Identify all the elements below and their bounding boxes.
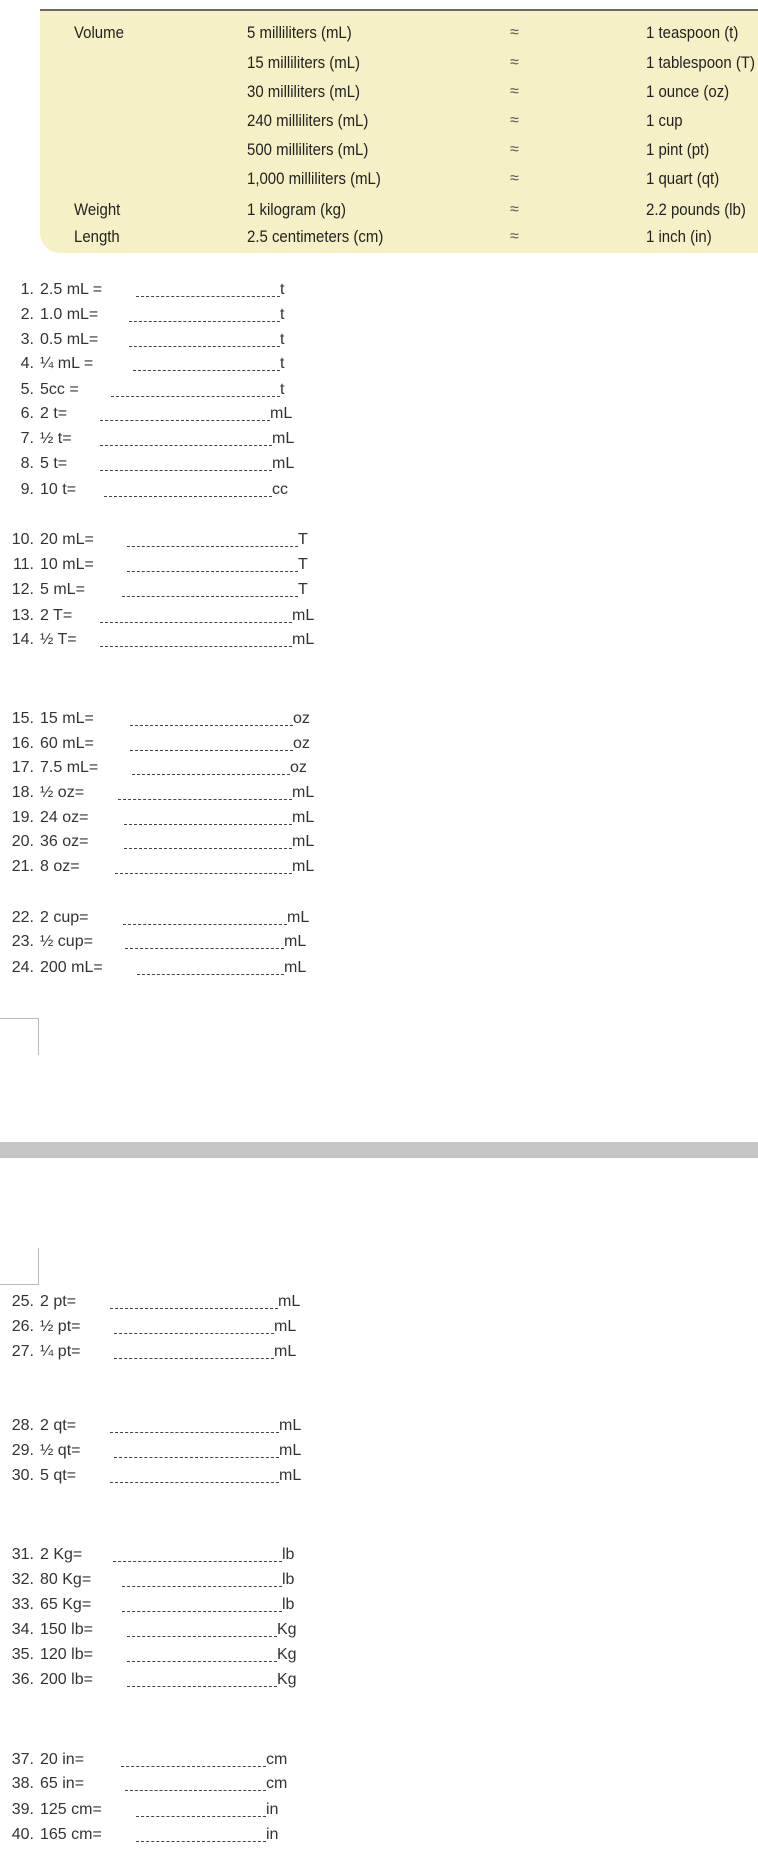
answer-blank[interactable] <box>124 810 292 825</box>
answer-blank[interactable] <box>114 1319 274 1334</box>
problem-unit: mL <box>272 455 295 472</box>
conversion-table-household-cell: 1 cup <box>646 111 683 130</box>
problem-row <box>0 1750 400 1770</box>
problem-expression: 36 oz= <box>40 833 89 850</box>
answer-blank[interactable] <box>129 332 280 347</box>
problem-number: 26. <box>11 1318 34 1335</box>
problem-number: 38. <box>11 1775 34 1792</box>
problem-row <box>0 857 400 877</box>
problem-row <box>0 1645 400 1665</box>
problem-unit: mL <box>292 858 315 875</box>
problem-expression: 1.0 mL= <box>40 306 99 323</box>
problem-row <box>0 630 400 650</box>
page-divider <box>0 1142 758 1158</box>
answer-blank[interactable] <box>100 406 270 421</box>
problem-number: 19. <box>11 809 34 826</box>
problem-number: 17. <box>11 759 34 776</box>
problem-expression: 20 in= <box>40 1751 85 1768</box>
problem-expression: 0.5 mL= <box>40 331 99 348</box>
problem-unit: T <box>298 581 308 598</box>
conversion-table-household-cell: 1 pint (pt) <box>646 140 710 159</box>
conversion-table-household-cell: 1 teaspoon (t) <box>646 23 739 42</box>
problem-row <box>0 606 400 626</box>
problem-row <box>0 580 400 600</box>
conversion-table-category-cell: Volume <box>74 23 124 42</box>
problem-expression: 20 mL= <box>40 531 94 548</box>
problem-number: 24. <box>11 959 34 976</box>
page-corner-mark <box>0 1248 39 1285</box>
problem-expression: 65 Kg= <box>40 1596 92 1613</box>
problem-expression: ½ oz= <box>40 784 85 801</box>
problem-unit: in <box>266 1801 279 1818</box>
problem-number: 23. <box>11 933 34 950</box>
problem-unit: cm <box>266 1751 288 1768</box>
problem-expression: 120 lb= <box>40 1646 93 1663</box>
conversion-table-household-cell: 1 inch (in) <box>646 227 712 246</box>
problem-number: 31. <box>11 1546 34 1563</box>
answer-blank[interactable] <box>122 582 298 597</box>
problem-expression: 150 lb= <box>40 1621 93 1638</box>
answer-blank[interactable] <box>124 834 292 849</box>
answer-blank[interactable] <box>114 1344 274 1359</box>
problem-number: 28. <box>11 1417 34 1434</box>
problem-expression: 5 mL= <box>40 581 85 598</box>
answer-blank[interactable] <box>127 532 298 547</box>
problem-unit: t <box>280 281 285 298</box>
problem-unit: Kg <box>277 1621 297 1638</box>
problem-number: 10. <box>11 531 34 548</box>
conversion-table-category-cell: Weight <box>74 200 121 219</box>
problem-number: 3. <box>20 331 34 348</box>
problem-expression: 8 oz= <box>40 858 80 875</box>
problem-number: 8. <box>20 455 34 472</box>
answer-blank[interactable] <box>130 736 293 751</box>
problem-unit: mL <box>287 909 310 926</box>
problem-row <box>0 354 400 374</box>
problem-expression: 5 qt= <box>40 1467 77 1484</box>
problem-expression: 15 mL= <box>40 710 94 727</box>
conversion-table-metric-cell: 2.5 centimeters (cm) <box>247 227 384 246</box>
problem-number: 37. <box>11 1751 34 1768</box>
problem-expression: ¼ mL = <box>40 355 94 372</box>
conversion-table-symbol-cell: ≈ <box>510 24 519 41</box>
answer-blank[interactable] <box>130 711 293 726</box>
problem-row <box>0 380 400 400</box>
problem-unit: t <box>280 306 285 323</box>
problem-expression: ½ cup= <box>40 933 93 950</box>
problem-row <box>0 454 400 474</box>
problem-unit: mL <box>284 933 307 950</box>
problem-row <box>0 1570 400 1590</box>
conversion-table-symbol-cell: ≈ <box>510 170 519 187</box>
answer-blank[interactable] <box>125 1776 266 1791</box>
problem-row <box>0 1466 400 1486</box>
problem-expression: 10 mL= <box>40 556 94 573</box>
problem-expression: 200 lb= <box>40 1671 93 1688</box>
answer-blank[interactable] <box>133 356 280 371</box>
problem-row <box>0 783 400 803</box>
problem-number: 7. <box>20 430 34 447</box>
answer-blank[interactable] <box>100 608 292 623</box>
answer-blank[interactable] <box>127 1622 277 1637</box>
problem-row <box>0 932 400 952</box>
problem-row <box>0 1825 400 1845</box>
problem-row <box>0 908 400 928</box>
problem-unit: in <box>266 1826 279 1843</box>
problem-unit: oz <box>293 710 310 727</box>
answer-blank[interactable] <box>100 431 272 446</box>
problem-row <box>0 1670 400 1690</box>
problem-number: 12. <box>11 581 34 598</box>
conversion-table-metric-cell: 5 milliliters (mL) <box>247 23 352 42</box>
answer-blank[interactable] <box>110 1294 278 1309</box>
problem-expression: 80 Kg= <box>40 1571 92 1588</box>
problem-unit: mL <box>292 784 315 801</box>
problem-unit: oz <box>290 759 307 776</box>
problem-expression: 10 t= <box>40 481 77 498</box>
problem-expression: 2 cup= <box>40 909 89 926</box>
problem-unit: T <box>298 556 308 573</box>
problem-row <box>0 1800 400 1820</box>
problem-number: 35. <box>11 1646 34 1663</box>
problem-number: 20. <box>11 833 34 850</box>
problem-unit: oz <box>293 735 310 752</box>
conversion-table-symbol-cell: ≈ <box>510 112 519 129</box>
conversion-table-symbol-cell: ≈ <box>510 83 519 100</box>
problem-number: 1. <box>20 281 34 298</box>
answer-blank[interactable] <box>104 482 272 497</box>
answer-blank[interactable] <box>121 1752 266 1767</box>
problem-expression: ½ t= <box>40 430 72 447</box>
problem-number: 39. <box>11 1801 34 1818</box>
problem-expression: 2 pt= <box>40 1293 77 1310</box>
answer-blank[interactable] <box>127 1672 277 1687</box>
problem-row <box>0 555 400 575</box>
problem-number: 30. <box>11 1467 34 1484</box>
problem-row <box>0 808 400 828</box>
problem-number: 14. <box>11 631 34 648</box>
problem-unit: mL <box>278 1293 301 1310</box>
problem-unit: mL <box>292 833 315 850</box>
problem-number: 36. <box>11 1671 34 1688</box>
answer-blank[interactable] <box>127 1647 277 1662</box>
problem-row <box>0 734 400 754</box>
problem-row <box>0 832 400 852</box>
conversion-table-symbol-cell: ≈ <box>510 228 519 245</box>
answer-blank[interactable] <box>132 760 290 775</box>
problem-number: 6. <box>20 405 34 422</box>
problem-number: 22. <box>11 909 34 926</box>
answer-blank[interactable] <box>136 282 280 297</box>
problem-number: 27. <box>11 1343 34 1360</box>
problem-row <box>0 709 400 729</box>
problem-expression: 60 mL= <box>40 735 94 752</box>
problem-unit: cm <box>266 1775 288 1792</box>
answer-blank[interactable] <box>115 859 292 874</box>
problem-row <box>0 1620 400 1640</box>
conversion-table-category-cell: Length <box>74 227 120 246</box>
problem-expression: ¼ pt= <box>40 1343 81 1360</box>
problem-unit: T <box>298 531 308 548</box>
problem-expression: 165 cm= <box>40 1826 102 1843</box>
answer-blank[interactable] <box>100 632 292 647</box>
problem-expression: 2 qt= <box>40 1417 77 1434</box>
problem-unit: mL <box>279 1442 302 1459</box>
answer-blank[interactable] <box>122 1572 282 1587</box>
answer-blank[interactable] <box>110 1468 279 1483</box>
problem-row <box>0 758 400 778</box>
answer-blank[interactable] <box>129 307 280 322</box>
conversion-table-metric-cell: 500 milliliters (mL) <box>247 140 369 159</box>
problem-expression: 24 oz= <box>40 809 89 826</box>
problem-unit: mL <box>279 1467 302 1484</box>
problem-row <box>0 480 400 500</box>
problem-unit: mL <box>270 405 293 422</box>
problem-row <box>0 429 400 449</box>
problem-unit: mL <box>279 1417 302 1434</box>
problem-row <box>0 330 400 350</box>
conversion-table-household-cell: 1 ounce (oz) <box>646 82 730 101</box>
conversion-table-metric-cell: 1 kilogram (kg) <box>247 200 346 219</box>
problem-unit: mL <box>284 959 307 976</box>
conversion-table-metric-cell: 1,000 milliliters (mL) <box>247 169 381 188</box>
problem-expression: 5 t= <box>40 455 68 472</box>
problem-expression: 2 t= <box>40 405 68 422</box>
problem-unit: mL <box>292 809 315 826</box>
problem-unit: t <box>280 381 285 398</box>
problem-number: 2. <box>20 306 34 323</box>
problem-expression: 2 T= <box>40 607 73 624</box>
problem-row <box>0 1416 400 1436</box>
problem-number: 33. <box>11 1596 34 1613</box>
problem-unit: t <box>280 355 285 372</box>
answer-blank[interactable] <box>111 382 280 397</box>
conversion-table-metric-cell: 15 milliliters (mL) <box>247 53 361 72</box>
problem-expression: 65 in= <box>40 1775 85 1792</box>
problem-unit: mL <box>292 631 315 648</box>
problem-unit: mL <box>274 1343 297 1360</box>
problem-row <box>0 404 400 424</box>
problem-row <box>0 280 400 300</box>
problem-expression: ½ T= <box>40 631 77 648</box>
problem-row <box>0 305 400 325</box>
problem-expression: 200 mL= <box>40 959 103 976</box>
problem-row <box>0 1441 400 1461</box>
problem-unit: Kg <box>277 1646 297 1663</box>
problem-number: 9. <box>20 481 34 498</box>
problem-unit: lb <box>282 1546 295 1563</box>
problem-expression: 5cc = <box>40 381 79 398</box>
problem-number: 15. <box>11 710 34 727</box>
answer-blank[interactable] <box>122 1597 282 1612</box>
conversion-table-symbol-cell: ≈ <box>510 201 519 218</box>
problem-expression: 7.5 mL= <box>40 759 99 776</box>
problem-row <box>0 1545 400 1565</box>
problem-number: 34. <box>11 1621 34 1638</box>
problem-number: 40. <box>11 1826 34 1843</box>
problem-row <box>0 958 400 978</box>
answer-blank[interactable] <box>136 1827 266 1842</box>
answer-blank[interactable] <box>113 1547 282 1562</box>
problem-unit: Kg <box>277 1671 297 1688</box>
conversion-table-household-cell: 2.2 pounds (lb) <box>646 200 746 219</box>
problem-number: 18. <box>11 784 34 801</box>
answer-blank[interactable] <box>110 1418 279 1433</box>
conversion-table-metric-cell: 30 milliliters (mL) <box>247 82 361 101</box>
problem-number: 4. <box>20 355 34 372</box>
problem-unit: cc <box>272 481 288 498</box>
problem-number: 25. <box>11 1293 34 1310</box>
problem-number: 29. <box>11 1442 34 1459</box>
problem-row <box>0 1342 400 1362</box>
problem-row <box>0 1292 400 1312</box>
answer-blank[interactable] <box>114 1443 279 1458</box>
problem-row <box>0 530 400 550</box>
answer-blank[interactable] <box>137 960 284 975</box>
problem-number: 21. <box>11 858 34 875</box>
problem-unit: mL <box>292 607 315 624</box>
conversion-table-household-cell: 1 quart (qt) <box>646 169 720 188</box>
page-corner-mark <box>0 1018 39 1055</box>
problem-expression: 2 Kg= <box>40 1546 83 1563</box>
conversion-table-symbol-cell: ≈ <box>510 54 519 71</box>
problem-row <box>0 1774 400 1794</box>
problem-row <box>0 1317 400 1337</box>
answer-blank[interactable] <box>123 910 287 925</box>
problem-number: 16. <box>11 735 34 752</box>
problem-number: 5. <box>20 381 34 398</box>
problem-expression: 125 cm= <box>40 1801 102 1818</box>
problem-expression: 2.5 mL = <box>40 281 103 298</box>
problem-unit: lb <box>282 1571 295 1588</box>
problem-expression: ½ qt= <box>40 1442 81 1459</box>
answer-blank[interactable] <box>100 456 272 471</box>
problem-unit: mL <box>274 1318 297 1335</box>
problem-number: 13. <box>11 607 34 624</box>
problem-row <box>0 1595 400 1615</box>
problem-unit: mL <box>272 430 295 447</box>
conversion-table-household-cell: 1 tablespoon (T) <box>646 53 755 72</box>
answer-blank[interactable] <box>118 785 292 800</box>
conversion-table-symbol-cell: ≈ <box>510 141 519 158</box>
conversion-table-metric-cell: 240 milliliters (mL) <box>247 111 369 130</box>
problem-expression: ½ pt= <box>40 1318 81 1335</box>
problem-number: 11. <box>12 556 34 573</box>
problem-unit: lb <box>282 1596 295 1613</box>
problem-unit: t <box>280 331 285 348</box>
answer-blank[interactable] <box>136 1802 266 1817</box>
answer-blank[interactable] <box>125 934 284 949</box>
problem-number: 32. <box>11 1571 34 1588</box>
answer-blank[interactable] <box>127 557 298 572</box>
